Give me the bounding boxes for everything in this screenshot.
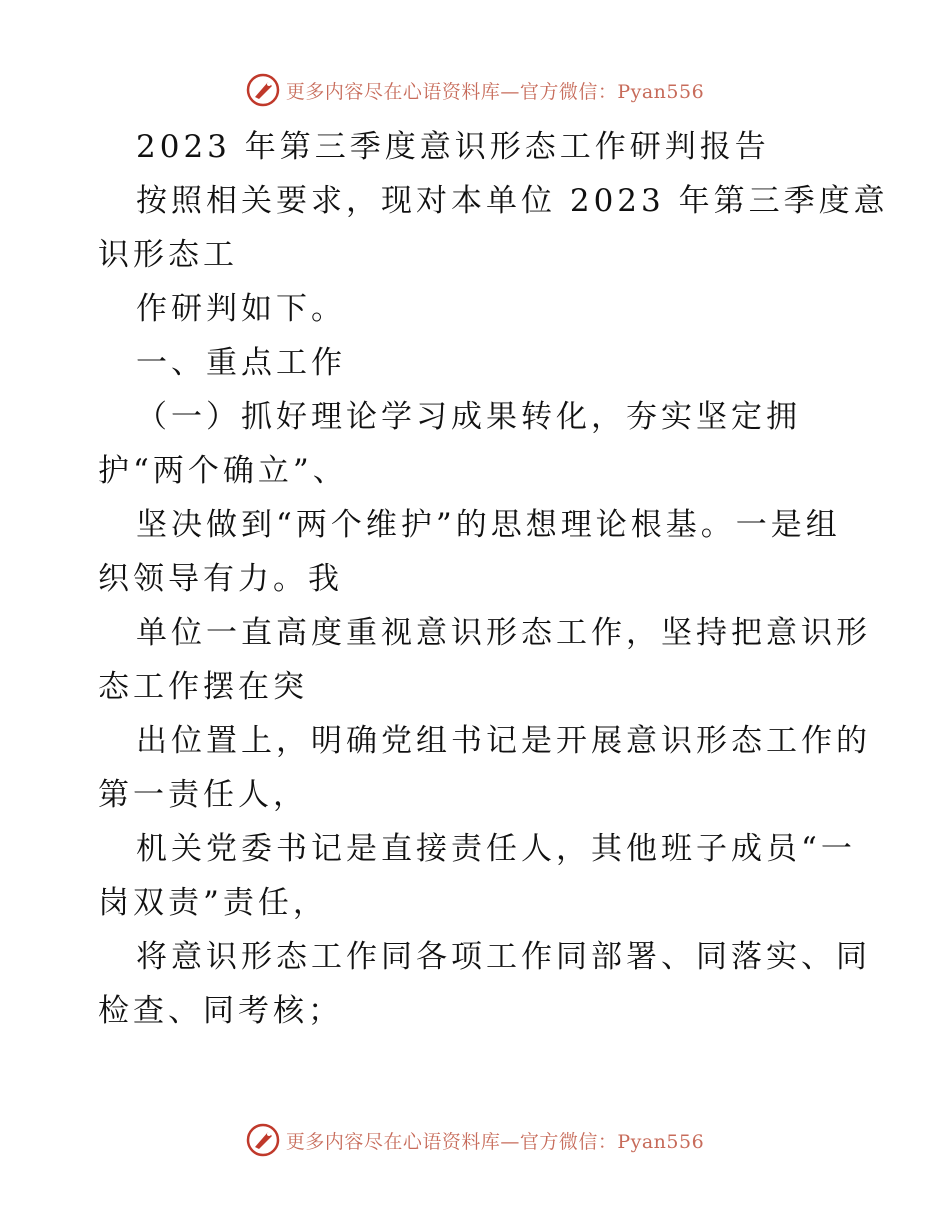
paragraph-line: 按照相关要求，现对本单位 2023 年第三季度意 — [136, 183, 889, 219]
paragraph-line: 检查、同考核； — [98, 993, 343, 1029]
watermark-text: 更多内容尽在心语资料库—官方微信：Pyan556 — [285, 1130, 705, 1153]
paragraph-line: 态工作摆在突 — [98, 669, 308, 705]
paragraph-line: 第一责任人， — [98, 777, 308, 813]
watermark-footer — [0, 1120, 950, 1160]
paragraph-line: 护“两个确立”、 — [98, 453, 348, 489]
document-title: 2023 年第三季度意识形态工作研判报告 — [136, 129, 770, 165]
pen-nib-seal-icon — [246, 1123, 280, 1157]
watermark-text: 更多内容尽在心语资料库—官方微信：Pyan556 — [285, 80, 705, 103]
paragraph-line: 作研判如下。 — [136, 291, 346, 327]
paragraph-line: 出位置上，明确党组书记是开展意识形态工作的 — [136, 723, 871, 759]
pen-nib-seal-icon — [246, 73, 280, 107]
paragraph-line: 识形态工 — [98, 237, 238, 273]
document-body — [98, 120, 889, 1038]
section-heading: 一、重点工作 — [136, 345, 346, 381]
paragraph-line: 机关党委书记是直接责任人，其他班子成员“一 — [136, 831, 856, 867]
paragraph-line: 岗双责”责任， — [98, 885, 328, 921]
paragraph-line: 织领导有力。我 — [98, 561, 343, 597]
paragraph-line: 单位一直高度重视意识形态工作，坚持把意识形 — [136, 615, 871, 651]
paragraph-line: 将意识形态工作同各项工作同部署、同落实、同 — [136, 939, 871, 975]
paragraph-line: 坚决做到“两个维护”的思想理论根基。一是组 — [136, 507, 841, 543]
subsection-heading: （一）抓好理论学习成果转化，夯实坚定拥 — [136, 399, 801, 435]
watermark-header — [0, 70, 950, 110]
